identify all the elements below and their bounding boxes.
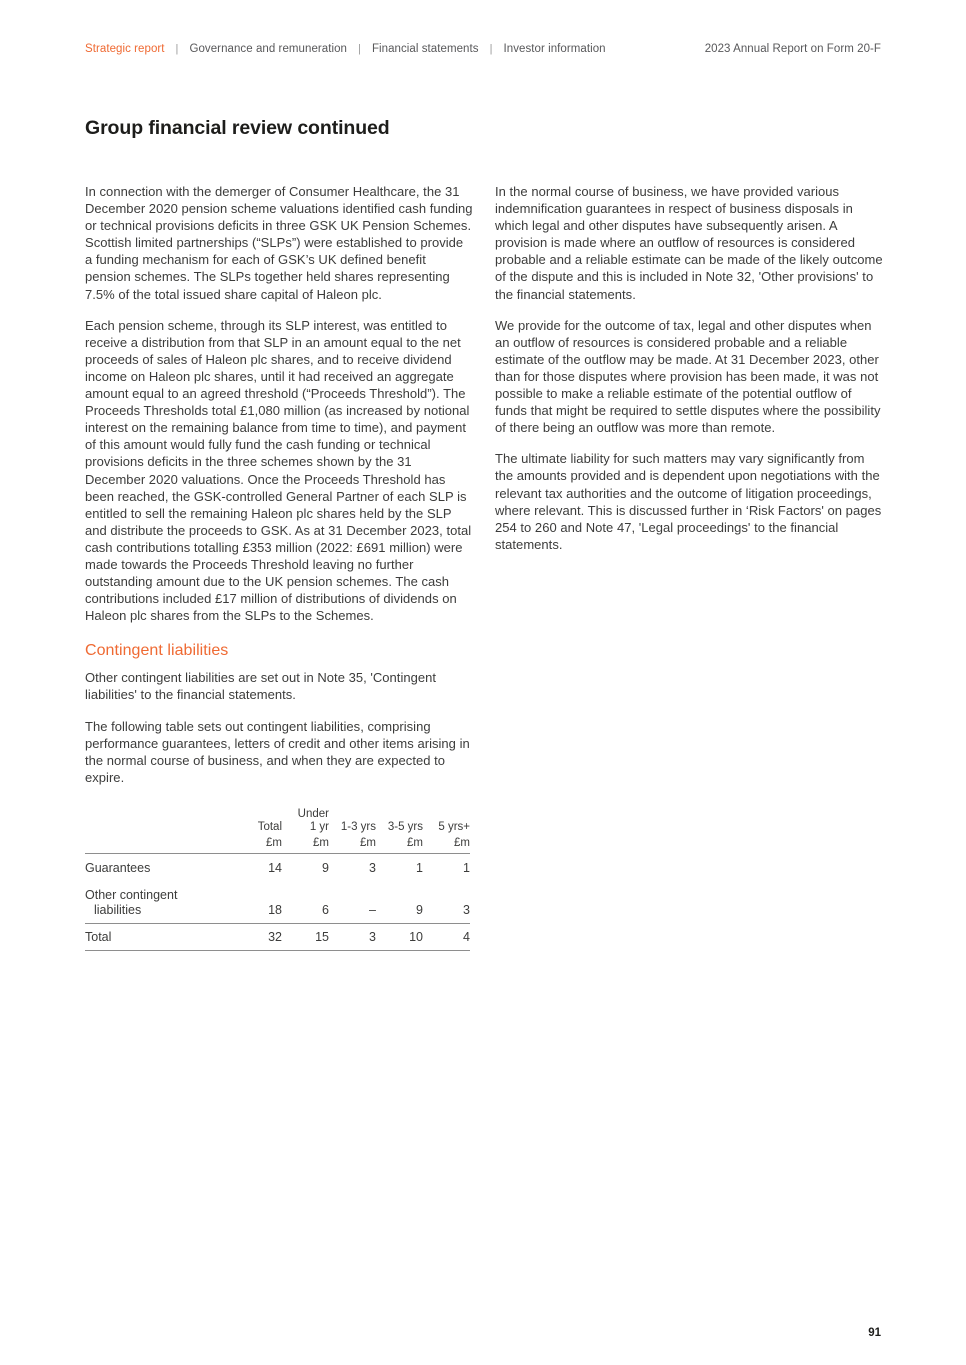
page-title: Group financial review continued	[85, 117, 390, 140]
document-reference: 2023 Annual Report on Form 20-F	[704, 43, 881, 55]
table-body	[85, 853, 470, 950]
header-nav	[85, 43, 606, 55]
table-header-1-3yrs-line2: 1-3 yrs	[340, 821, 376, 834]
table-row	[85, 853, 470, 881]
table-unit-5yrs-plus: £m	[454, 836, 470, 849]
header-nav-item-strategic-report[interactable]: Strategic report	[85, 43, 165, 55]
table-units-row-label	[85, 836, 235, 853]
table-header-under-1yr-line2: 1 yr	[309, 821, 329, 834]
header-nav-separator: |	[175, 43, 179, 55]
table-cell-guarantees-total: 14	[268, 860, 282, 875]
table-row	[85, 881, 470, 924]
paragraph-proceeds-threshold: Each pension scheme, through its SLP interest, was entitled to receive a distribution from that SLP in an amount equal to the net proceeds of sales of Haleon plc shares, and to receive dividend income on Haleon plc shares, until it had received an aggregate amount equal to an agreed threshold (“Proceeds Threshold”). The Proceeds Thresholds total £1,080 million (as increased by notional interest on the remaining balance from time to time), and payment of this amount would fully fund the cash funding or technical provisions deficits in the three schemes shown by the 31 December 2020 valuations. Once the Proceeds Threshold has been reached, the GSK-controlled General Partner of each SLP is entitled to sell the remaining Haleon plc shares held by the SLP and distribute the proceeds to GSK. As at 31 December 2023, total cash contributions totalling £353 million (2022: £691 million) were made towards the Proceeds Threshold leaving no further outstanding amount due to the UK pension schemes. The cash contributions included £17 million of distributions of dividends on Haleon plc shares from the SLPs to the Schemes.	[85, 317, 472, 624]
header-nav-item-financial-statements[interactable]: Financial statements	[371, 43, 479, 55]
table-total-under-1yr: 15	[282, 923, 329, 950]
table-header-5yrs-plus	[423, 808, 470, 836]
table-total-3-5yrs: 10	[376, 923, 423, 950]
table-row-label-line1: Other contingent	[85, 887, 178, 902]
header-nav-separator: |	[358, 43, 361, 55]
table-header-under-1yr-line1: Under	[297, 807, 329, 820]
table-total-label: Total	[85, 923, 235, 950]
section-heading-contingent-liabilities: Contingent liabilities	[85, 642, 229, 660]
table-header-row-label	[85, 808, 235, 836]
table-header-row-periods	[85, 808, 470, 836]
table-header-under-1yr	[282, 808, 329, 836]
table-total-5yrs-plus: 4	[423, 923, 470, 950]
table-cell-other-3-5yrs: 9	[416, 902, 423, 917]
table-total-row	[85, 923, 470, 950]
table-header-1-3yrs	[329, 808, 376, 836]
paragraph-table-introduction: The following table sets out contingent liabilities, comprising performance guarantees, letters of credit and other items arising in the normal course of business, and when they are expected to expire.	[85, 718, 470, 785]
paragraph-other-contingent-liabilities-note: Other contingent liabilities are set out in Note 35, 'Contingent liabilities' to the financial statements.	[85, 670, 437, 703]
table-total-1-3yrs: 3	[329, 923, 376, 950]
header-nav-item-governance-and-remuneration[interactable]: Governance and remuneration	[189, 43, 348, 55]
table-cell-other-1-3yrs: –	[369, 902, 376, 917]
table-unit-under-1yr: £m	[313, 836, 329, 849]
table-cell-guarantees-3-5yrs: 1	[416, 860, 423, 875]
table-header-3-5yrs	[376, 808, 423, 836]
table-cell-guarantees-1-3yrs: 3	[369, 860, 376, 875]
table-cell-guarantees-5yrs-plus: 1	[463, 860, 470, 875]
table-row-label-line2: liabilities	[94, 902, 142, 917]
table-header-row-units	[85, 836, 470, 853]
table-total-total: 32	[235, 923, 282, 950]
table-unit-1-3yrs: £m	[360, 836, 376, 849]
table-header-3-5yrs-line2: 3-5 yrs	[387, 821, 423, 834]
table-row-label-line1: Guarantees	[85, 860, 151, 875]
table-unit-3-5yrs: £m	[407, 836, 423, 849]
table-cell-other-5yrs-plus: 3	[463, 902, 470, 917]
paragraph-tax-legal-disputes: We provide for the outcome of tax, legal and other disputes when an outflow of resources is considered probable and a reliable estimate of the outflow may be made. At 31 December 2023, other than for those disputes where provision has been made, it was not possible to make a reliable estimate of the potential outflow of funds that might be required to settle disputes where the possibility of there being an outflow was more than remote.	[495, 317, 881, 436]
page-number: 91	[868, 1327, 881, 1339]
table-header-total	[235, 808, 282, 836]
table-cell-guarantees-under-1yr: 9	[322, 860, 329, 875]
table-head	[85, 808, 470, 854]
paragraph-demerger-pension-valuations: In connection with the demerger of Consumer Healthcare, the 31 December 2020 pension scheme valuations identified cash funding or technical provisions deficits in three GSK UK Pension Schemes. Scottish limited partnerships (“SLPs”) were established to provide a funding mechanism for each of GSK’s UK defined benefit pension schemes. The SLPs together held shares representing 7.5% of the total issued share capital of Haleon plc.	[85, 184, 473, 302]
table-row-label-other-contingent-liabilities	[85, 881, 235, 924]
right-column	[495, 183, 883, 553]
paragraph-indemnification-guarantees: In the normal course of business, we have provided various indemnification guarantees in respect of business disposals in which legal and other disputes have subsequently arisen. A provision is made where an outflow of resources is considered probable and a reliable estimate can be made of the likely outcome of the dispute and this is included in Note 32, 'Other provisions' to the financial statements.	[495, 184, 883, 302]
paragraph-ultimate-liability: The ultimate liability for such matters may vary significantly from the amounts provided and is dependent upon negotiations with the relevant tax authorities and the outcome of litigation proceedings, where relevant. This is discussed further in ‘Risk Factors' on pages 254 to 260 and Note 47, 'Legal proceedings' to the financial statements.	[495, 451, 882, 552]
left-column	[85, 183, 473, 951]
header-nav-item-investor-information[interactable]: Investor information	[503, 43, 606, 55]
table-cell-other-total: 18	[268, 902, 282, 917]
table-header-total-line2: Total	[257, 821, 282, 834]
table-cell-other-under-1yr: 6	[322, 902, 329, 917]
table-header-5yrs-plus-line2: 5 yrs+	[438, 821, 470, 834]
table-row-label-guarantees	[85, 853, 235, 881]
header-nav-separator: |	[489, 43, 493, 55]
running-header	[85, 40, 881, 58]
contingent-liabilities-table	[85, 808, 470, 951]
table-unit-total: £m	[266, 836, 282, 849]
